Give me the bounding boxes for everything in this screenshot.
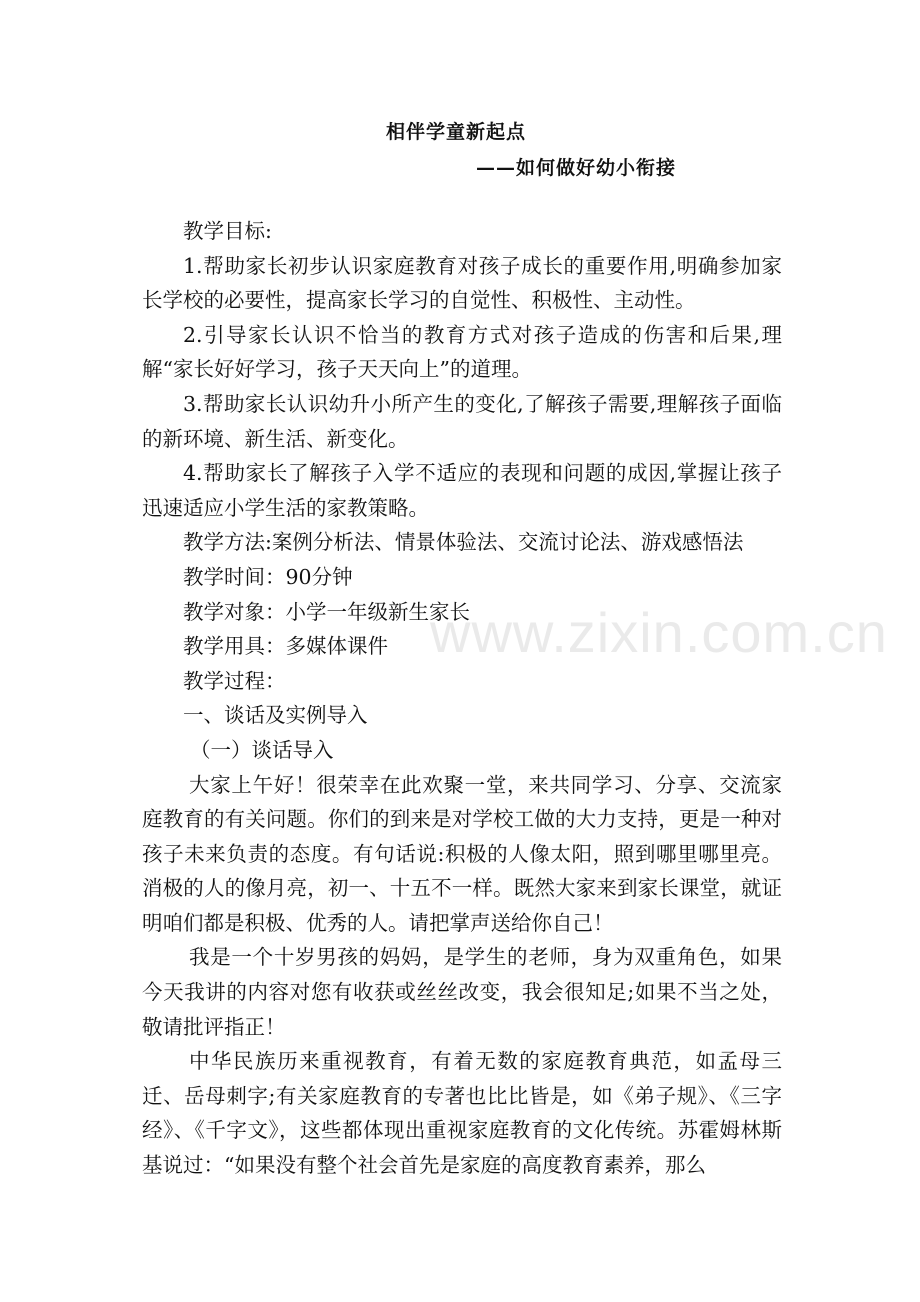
- teaching-audience: 教学对象：小学一年级新生家长: [183, 599, 470, 624]
- teaching-time: 教学时间：90分钟: [183, 564, 353, 589]
- subsection-heading: （一）谈话导入: [190, 737, 334, 762]
- objectives-heading: 教学目标:: [183, 219, 272, 243]
- body-paragraph: 大家上午好！很荣幸在此欢聚一堂，来共同学习、分享、交流家庭教育的有关问题。你们的到来是对学校工做的大力支持，更是一种对孩子未来负责的态度。有句话说:积极的人像太阳，照到哪里哪里亮。消极的人的像月亮，初一、十五不一样。既然大家来到家长课堂，就证明咱们都是积极、优秀的人。请把掌声送给你自己！: [142, 772, 782, 935]
- watermark: www.zixin.com.cn: [430, 601, 888, 664]
- document-body: [142, 214, 782, 1183]
- teaching-tools: 教学用具：多媒体课件: [183, 634, 388, 659]
- teaching-method: 教学方法:案例分析法、情景体验法、交流讨论法、游戏感悟法: [183, 530, 744, 555]
- body-paragraph: 我是一个十岁男孩的妈妈，是学生的老师，身为双重角色，如果今天我讲的内容对您有收获或丝丝改变，我会很知足;如果不当之处，敬请批评指正！: [142, 945, 782, 1039]
- objective-item: 1.帮助家长初步认识家庭教育对孩子成长的重要作用,明确参加家长学校的必要性，提高家长学习的自觉性、积极性、主动性。: [142, 253, 782, 313]
- objective-item: 2.引导家长认识不恰当的教育方式对孩子造成的伤害和后果,理解“家长好好学习，孩子天天向上”的道理。: [142, 322, 782, 382]
- body-paragraph: 中华民族历来重视教育，有着无数的家庭教育典范，如孟母三迁、岳母刺字;有关家庭教育的专著也比比皆是，如《弟子规》、《三字经》、《千字文》，这些都体现出重视家庭教育的文化传统。苏霍姆林斯基说过：“如果没有整个社会首先是家庭的高度教育素养，那么: [142, 1049, 782, 1178]
- objective-item: 3.帮助家长认识幼升小所产生的变化,了解孩子需要,理解孩子面临的新环境、新生活、新变化。: [142, 391, 782, 451]
- objective-item: 4.帮助家长了解孩子入学不适应的表现和问题的成因,掌握让孩子迅速适应小学生活的家教策略。: [142, 461, 782, 520]
- section-heading: 一、谈话及实例导入: [183, 703, 368, 728]
- process-heading: 教学过程：: [183, 668, 286, 693]
- document-title: 相伴学童新起点: [386, 121, 527, 143]
- document-subtitle: ——如何做好幼小衔接: [476, 157, 677, 179]
